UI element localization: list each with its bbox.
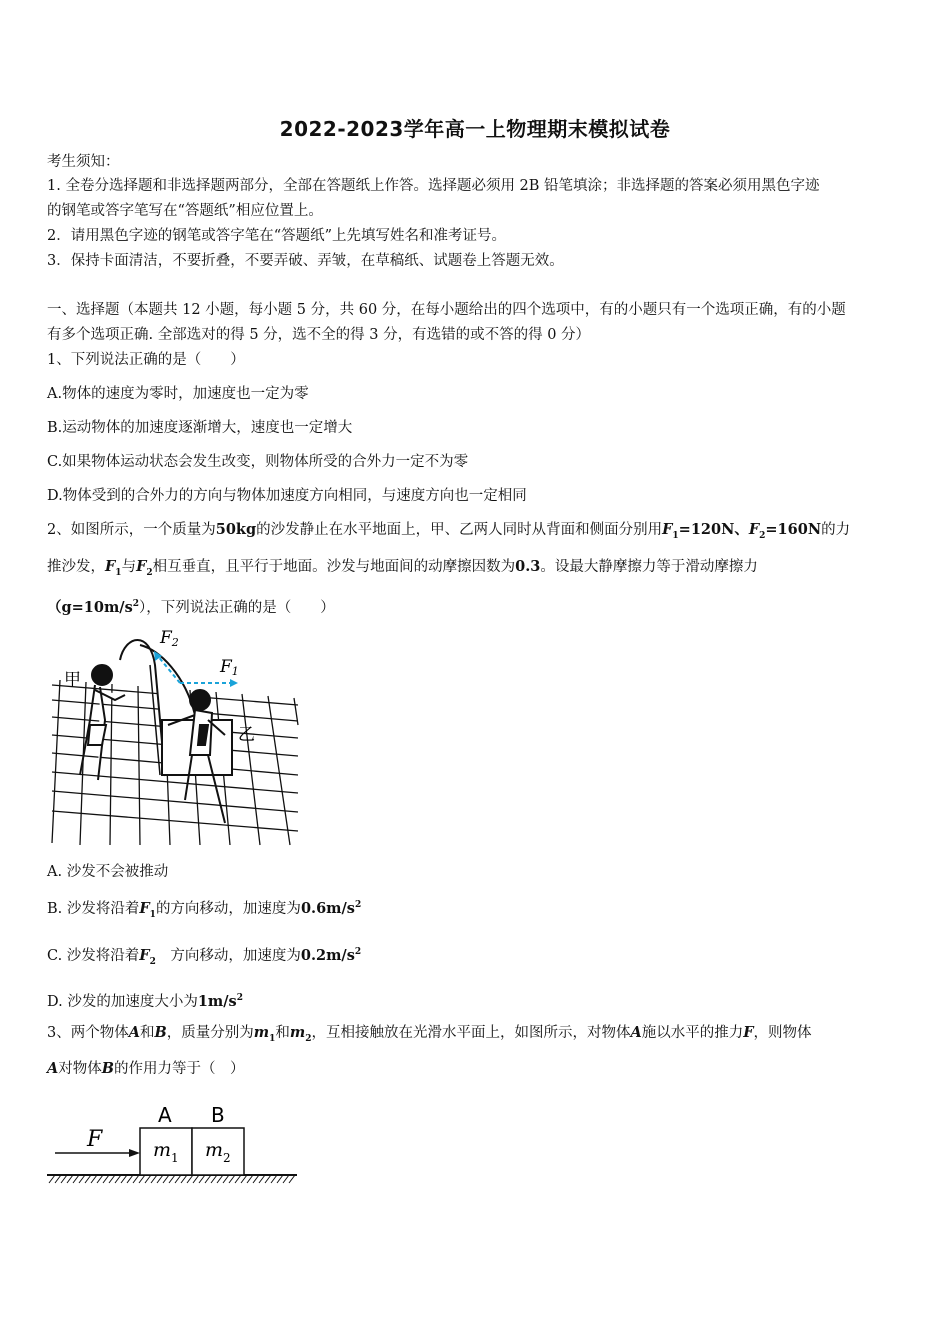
notice-item-2: 2．请用黑色字迹的钢笔或答字笔在“答题纸”上先填写姓名和准考证号。	[47, 228, 507, 244]
label-f1: F1	[220, 657, 239, 678]
label-jia: 甲	[64, 670, 81, 690]
label-m1: $m_1$	[153, 1139, 179, 1165]
q2-option-c: C. 沙发将沿着$F_2$ 方向移动，加速度为$0.2m/s^2$	[47, 946, 362, 967]
q3-stem-line2: A对物体B的作用力等于（ ）	[47, 1060, 245, 1077]
q2-stem-line1: 2、如图所示，一个质量为50kg的沙发静止在水平地面上，甲、乙两人同时从背面和侧面分别用$F_1=120N$、$F_2=160N$的力	[47, 521, 851, 541]
label-b: B	[211, 1103, 225, 1127]
q2-stem-line3: $(g=10m/s^2)$，下列说法正确的是（ ）	[47, 598, 335, 616]
q1-stem: 1、下列说法正确的是（ ）	[47, 352, 245, 368]
section-header-line1: 一、选择题（本题共 12 小题，每小题 5 分，共 60 分，在每小题给出的四个选项中，有的小题只有一个选项正确，有的小题	[47, 302, 846, 318]
label-force: F	[87, 1127, 103, 1152]
blocks-figure	[45, 1098, 300, 1190]
label-yi: 乙	[238, 725, 255, 745]
q1-option-b: B.运动物体的加速度逐渐增大，速度也一定增大	[47, 420, 353, 436]
page-title: 2022-2023学年高一上物理期末模拟试卷	[279, 117, 671, 141]
label-a: A	[158, 1103, 172, 1127]
q1-option-c: C.如果物体运动状态会发生改变，则物体所受的合外力一定不为零	[47, 454, 469, 470]
ground-hatching	[49, 1175, 295, 1183]
q1-option-d: D.物体受到的合外力的方向与物体加速度方向相同，与速度方向也一定相同	[47, 488, 527, 504]
sofa-pushing-figure	[50, 625, 300, 847]
q2-option-d: D. 沙发的加速度大小为$1m/s^2$	[47, 992, 243, 1010]
label-m2: $m_2$	[205, 1139, 231, 1165]
q1-option-a: A.物体的速度为零时，加速度也一定为零	[47, 386, 309, 402]
q2-stem-line2: 推沙发，$F_1$与$F_2$相互垂直，且平行于地面。沙发与地面间的动摩擦因数为0.3。设最大静摩擦力等于滑动摩擦力	[47, 558, 758, 578]
notice-item-1-cont: 的钢笔或答字笔写在“答题纸”相应位置上。	[47, 203, 323, 219]
notice-item-3: 3．保持卡面清洁，不要折叠，不要弄破、弄皱，在草稿纸、试题卷上答题无效。	[47, 253, 564, 269]
q2-option-b: B. 沙发将沿着$F_1$的方向移动，加速度为$0.6m/s^2$	[47, 899, 362, 920]
section-header-line2: 有多个选项正确. 全部选对的得 5 分，选不全的得 3 分，有选错的或不答的得 0 分）	[47, 327, 591, 343]
q3-stem-line1: 3、两个物体A和B，质量分别为$m_1$和$m_2$，互相接触放在光滑水平面上，如图所示，对物体A施以水平的推力F，则物体	[47, 1024, 812, 1044]
notice-heading: 考生须知：	[47, 154, 120, 170]
notice-item-1: 1. 全卷分选择题和非选择题两部分，全部在答题纸上作答。选择题必须用 2B 铅笔填涂；非选择题的答案必须用黑色字迹	[47, 178, 820, 194]
q2-option-a: A. 沙发不会被推动	[47, 864, 169, 880]
label-f2: F2	[160, 628, 179, 649]
